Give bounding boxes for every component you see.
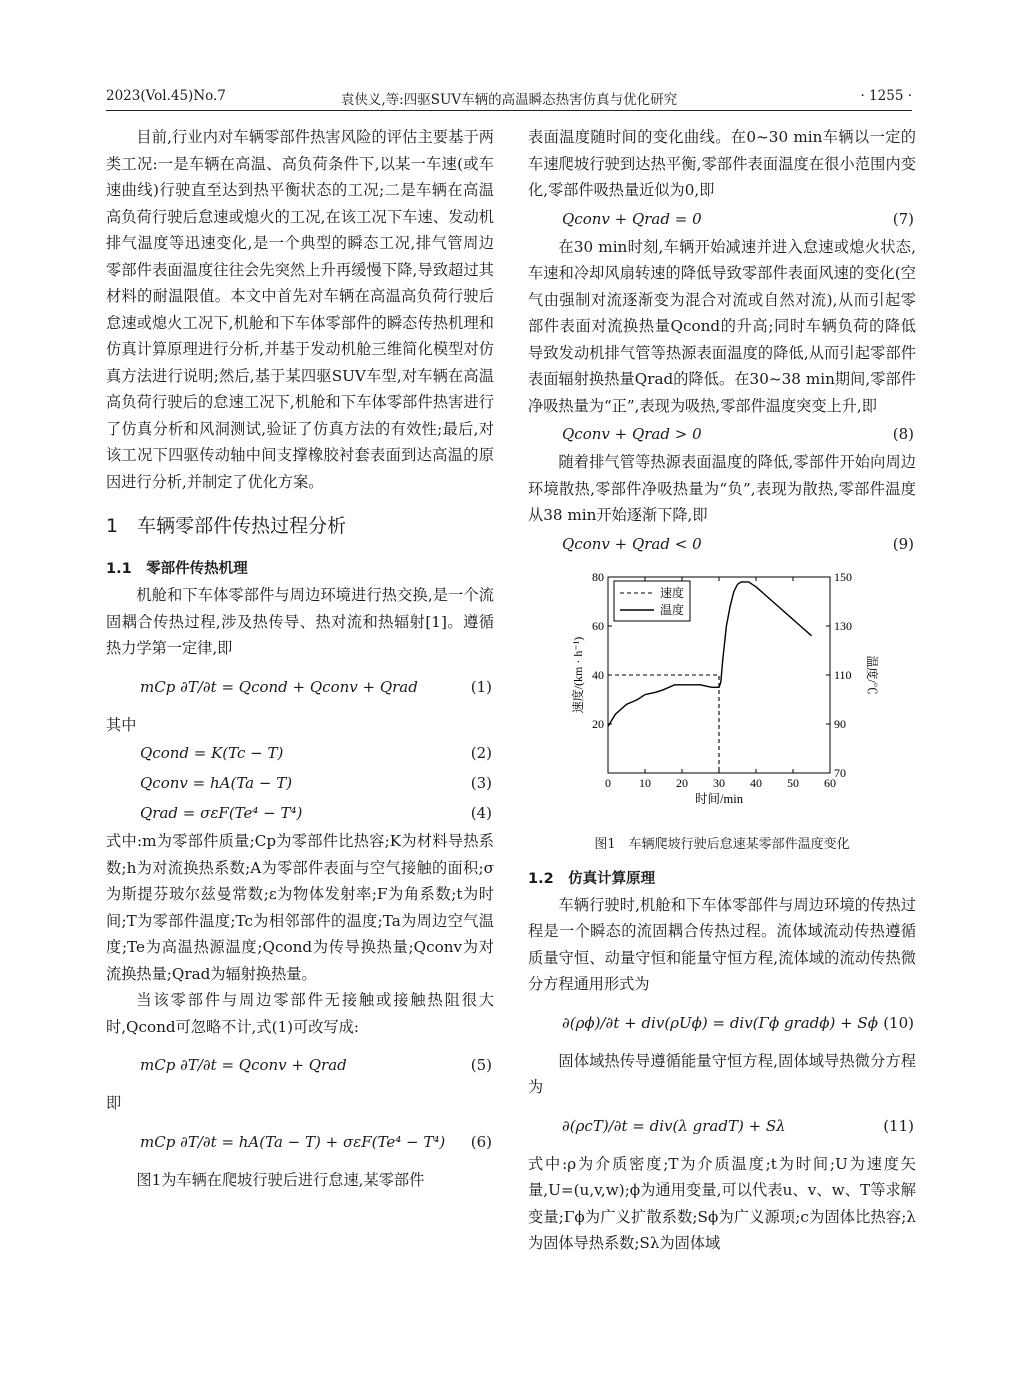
paragraph: 表面温度随时间的变化曲线。在0~30 min车辆以一定的车速爬坡行驶到达热平衡,零部件表面温度在很小范围内变化,零部件吸热量近似为0,即 — [528, 128, 916, 199]
equation-2 — [106, 738, 494, 768]
equation-text: Qconv + Qrad = 0 — [562, 209, 702, 228]
equation-number: (4) — [470, 804, 492, 822]
subsection-title: 1.2 仿真计算原理 — [528, 870, 656, 887]
subsection-title: 1.1 零部件传热机理 — [106, 561, 248, 577]
equation-number: (2) — [470, 744, 492, 762]
y-left-tick-label: 60 — [592, 618, 604, 633]
x-tick-label: 10 — [639, 775, 651, 790]
x-tick-label: 0 — [605, 775, 611, 790]
equation-number: (5) — [470, 1056, 492, 1074]
paragraph: 式中:ρ为介质密度;T为介质温度;t为时间;U为速度矢量,U=(u,v,w);ϕ为通用变量,可以代表u、v、w、T等求解变量;Γϕ为广义扩散系数;Sϕ为广义源项;c为固体比热容;λ为固体导热系数;Sλ为固体域 — [528, 1154, 916, 1252]
paragraph: 图1为车辆在爬坡行驶后进行怠速,某零部件 — [136, 1170, 425, 1189]
left-column — [106, 124, 494, 1193]
x-axis-label: 时间/min — [695, 791, 743, 806]
equation-text: ∂(ρcT)/∂t = div(λ gradT) + Sλ — [562, 1116, 786, 1135]
temperature-speed-chart — [528, 567, 916, 829]
equation-text: mCp ∂T/∂t = Qconv + Qrad — [140, 1056, 347, 1074]
equation-number: (11) — [883, 1116, 914, 1135]
equation-9 — [528, 529, 916, 559]
equation-number: (1) — [470, 677, 492, 696]
equation-text: ∂(ρϕ)/∂t + div(ρUϕ) = div(Γϕ gradϕ) + Sϕ — [562, 1013, 878, 1032]
x-tick-label: 40 — [750, 775, 762, 790]
y-right-tick-label: 90 — [834, 716, 846, 731]
equation-text: Qrad = σεF(Te⁴ − T⁴) — [140, 804, 303, 822]
paragraph: 在30 min时刻,车辆开始减速并进入怠速或熄火状态,车速和冷却风扇转速的降低导致零部件表面风速的变化(空气由强制对流逐渐变为混合对流或自然对流),从而引起零部件表面对流换热量Qcond的升高;同时车辆负荷的降低导致发动机排气管等热源表面温度的降低,从而引起零部件表面辐射换热量Qrad的降低。在30~38 min期间,零部件净吸热量为“正”,表现为吸热,零部件温度突变上升,即 — [528, 237, 916, 415]
equation-number: (7) — [892, 209, 914, 228]
figure-caption: 图1 车辆爬坡行驶后怠速某零部件温度变化 — [594, 836, 850, 852]
equation-number: (9) — [892, 534, 914, 553]
x-tick-label: 30 — [713, 775, 725, 790]
equation-3 — [106, 768, 494, 798]
y-left-axis-label: 速度/(km · h⁻¹) — [571, 636, 585, 713]
paragraph: 固体域热传导遵循能量守恒方程,固体域导热微分方程为 — [528, 1051, 916, 1096]
text-line: 即 — [106, 1094, 122, 1112]
y-right-tick-label: 150 — [834, 569, 852, 584]
y-right-axis-label: 温度/℃ — [865, 654, 879, 695]
paragraph: 随着排气管等热源表面温度的降低,零部件开始向周边环境散热,零部件净吸热量为“负”,表现为散热,零部件温度从38 min开始逐渐下降,即 — [528, 453, 916, 524]
equation-6 — [106, 1117, 494, 1167]
equation-text: Qconv + Qrad < 0 — [562, 534, 702, 553]
equation-7 — [528, 204, 916, 234]
equation-10 — [528, 998, 916, 1048]
section-title: 1 车辆零部件传热过程分析 — [106, 515, 347, 537]
equation-text: Qcond = K(Tc − T) — [140, 744, 284, 762]
page-number: · 1255 · — [860, 88, 912, 104]
equation-1 — [106, 662, 494, 712]
journal-issue: 2023(Vol.45)No.7 — [106, 88, 226, 104]
running-header — [106, 88, 912, 110]
equation-5 — [106, 1040, 494, 1090]
x-tick-label: 60 — [824, 775, 836, 790]
paragraph: 当该零部件与周边零部件无接触或接触热阻很大时,Qcond可忽略不计,式(1)可改写成: — [106, 991, 494, 1036]
equation-number: (10) — [883, 1013, 914, 1032]
paragraph: 目前,行业内对车辆零部件热害风险的评估主要基于两类工况:一是车辆在高温、高负荷条件下,以某一车速(或车速曲线)行驶直至达到热平衡状态的工况;二是车辆在高温高负荷行驶后怠速或熄火的工况,在该工况下车速、发动机排气温度等迅速变化,是一个典型的瞬态工况,排气管周边零部件表面温度往往会先突然上升再缓慢下降,导致超过其材料的耐温限值。本文中首先对车辆在高温高负荷行驶后怠速或熄火工况下,机舱和下车体零部件的瞬态传热机理和仿真计算原理进行分析,并基于发动机舱三维简化模型对仿真方法进行说明;然后,基于某四驱SUV车型,对车辆在高温高负荷行驶后的怠速工况下,机舱和下车体零部件热害进行了仿真分析和风洞测试,验证了仿真方法的有效性;最后,对该工况下四驱传动轴中间支撑橡胶衬套表面到达高温的原因进行分析,并制定了优化方案。 — [106, 128, 494, 491]
equation-text: Qconv + Qrad > 0 — [562, 425, 702, 443]
text-line: 其中 — [106, 715, 137, 734]
paragraph: 式中:m为零部件质量;Cp为零部件比热容;K为材料导热系数;h为对流换热系数;A为零部件表面与空气接触的面积;σ为斯提芬玻尔兹曼常数;ε为物体发射率;F为角系数;t为时间;T为零部件温度;Tc为相邻部件的温度;Ta为周边空气温度;Te为高温热源温度;Qcond为传导换热量;Qconv为对流换热量;Qrad为辐射换热量。 — [106, 832, 494, 983]
article-title-header: 袁侠义,等:四驱SUV车辆的高温瞬态热害仿真与优化研究 — [340, 92, 678, 108]
figure-1 — [528, 567, 916, 829]
right-column — [528, 124, 916, 1257]
equation-text: mCp ∂T/∂t = Qcond + Qconv + Qrad — [140, 677, 418, 696]
x-tick-label: 20 — [676, 775, 688, 790]
y-right-tick-label: 130 — [834, 618, 852, 633]
header-rule — [106, 110, 912, 111]
y-right-tick-label: 110 — [834, 667, 852, 682]
legend-label-temperature: 温度 — [660, 602, 685, 617]
equation-8 — [528, 419, 916, 449]
x-tick-label: 50 — [787, 775, 799, 790]
equation-number: (6) — [470, 1132, 492, 1151]
legend-label-speed: 速度 — [660, 585, 685, 600]
y-left-tick-label: 80 — [592, 569, 604, 584]
y-left-tick-label: 40 — [592, 667, 604, 682]
equation-text: mCp ∂T/∂t = hA(Ta − T) + σεF(Te⁴ − T⁴) — [140, 1132, 446, 1151]
equation-number: (8) — [892, 425, 914, 443]
paragraph: 车辆行驶时,机舱和下车体零部件与周边环境的传热过程是一个瞬态的流固耦合传热过程。流体域流动传热遵循质量守恒、动量守恒和能量守恒方程,流体域的流动传热微分方程通用形式为 — [528, 895, 916, 993]
equation-4 — [106, 798, 494, 828]
equation-text: Qconv = hA(Ta − T) — [140, 774, 293, 792]
paragraph: 机舱和下车体零部件与周边环境进行热交换,是一个流固耦合传热过程,涉及热传导、热对流和热辐射[1]。遵循热力学第一定律,即 — [106, 586, 494, 657]
y-left-tick-label: 20 — [592, 716, 604, 731]
y-right-tick-label: 70 — [834, 765, 846, 780]
equation-number: (3) — [470, 774, 492, 792]
equation-11 — [528, 1101, 916, 1151]
